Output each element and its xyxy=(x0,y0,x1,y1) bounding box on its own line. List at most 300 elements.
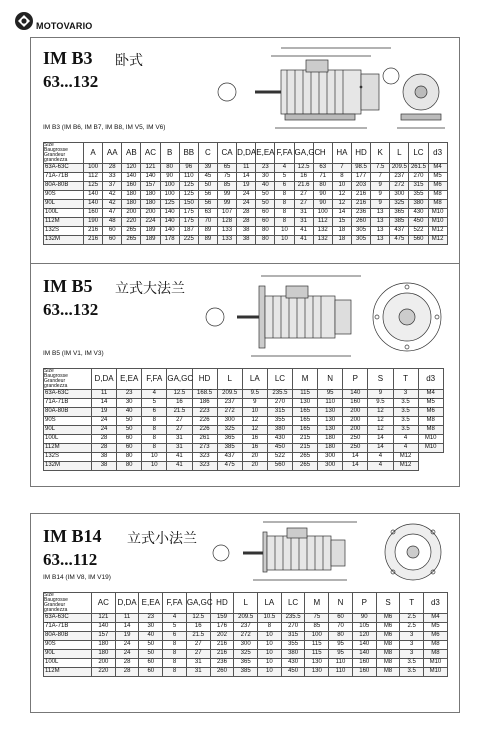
table-cell: 125 xyxy=(160,200,179,209)
table-row xyxy=(44,191,448,200)
table-cell: M10 xyxy=(424,659,448,668)
section-title: IM B3 xyxy=(43,48,93,68)
table-cell: 89 xyxy=(198,236,217,245)
table-cell: 203 xyxy=(351,182,370,191)
table-cell: 24 xyxy=(237,200,256,209)
table-cell: 20 xyxy=(242,462,267,471)
table-cell: 215 xyxy=(293,435,318,444)
table-cell: 38 xyxy=(237,236,256,245)
table-cell: 28 xyxy=(115,668,139,677)
table-cell: 209.5 xyxy=(217,390,242,399)
table-cell: 272 xyxy=(390,182,409,191)
table-cell: M4 xyxy=(418,390,443,399)
table-cell: 175 xyxy=(179,209,198,218)
column-header: T xyxy=(393,369,418,390)
table-cell: 41 xyxy=(294,236,313,245)
table-cell: 160 xyxy=(343,399,368,408)
size-cell: 112M xyxy=(44,668,92,677)
table-cell: 140 xyxy=(343,390,368,399)
brand-name: MOTOVARIO xyxy=(36,21,93,31)
column-header: LA xyxy=(258,593,282,614)
column-header: d3 xyxy=(418,369,443,390)
size-cell: 63A-63C xyxy=(44,614,92,623)
table-cell: 140 xyxy=(84,200,103,209)
table-cell: 355 xyxy=(267,417,292,426)
motor-flange-b5-drawing xyxy=(201,270,451,362)
table-cell: 31 xyxy=(186,668,210,677)
table-cell: 380 xyxy=(409,200,428,209)
table-cell: 28 xyxy=(237,218,256,227)
table-cell: 385 xyxy=(390,218,409,227)
table-cell: 31 xyxy=(294,218,313,227)
table-cell: 385 xyxy=(234,668,258,677)
table-cell: 40 xyxy=(139,632,163,641)
table-cell: 3 xyxy=(393,390,418,399)
table-cell: 60 xyxy=(103,236,122,245)
table-cell: 12 xyxy=(242,417,267,426)
section-title-cn: 立式大法兰 xyxy=(115,280,185,296)
table-cell: 250 xyxy=(343,435,368,444)
table-cell: 260 xyxy=(351,218,370,227)
table-cell: 30 xyxy=(256,173,275,182)
table-cell: 10 xyxy=(142,462,167,471)
motor-foot-mount-drawing xyxy=(211,42,451,136)
table-cell: 4 xyxy=(393,435,418,444)
table-cell: 3 xyxy=(400,641,424,650)
column-header: K xyxy=(371,143,390,164)
table-cell: 160 xyxy=(352,659,376,668)
column-header: d3 xyxy=(424,593,448,614)
table-cell: 9 xyxy=(371,200,390,209)
table-cell: 4 xyxy=(163,614,187,623)
table-row xyxy=(44,462,444,471)
table-cell: 27 xyxy=(294,191,313,200)
table-cell: 130 xyxy=(293,399,318,408)
table-cell: 237 xyxy=(234,623,258,632)
table-cell: 8 xyxy=(142,417,167,426)
table-cell: M8 xyxy=(424,641,448,650)
table-cell: 200 xyxy=(343,426,368,435)
table-cell: 325 xyxy=(234,650,258,659)
table-cell: 236 xyxy=(210,659,234,668)
table-cell: 42 xyxy=(103,191,122,200)
table-cell: 132 xyxy=(313,236,332,245)
table-cell: 3.5 xyxy=(393,417,418,426)
table-cell: 180 xyxy=(318,444,343,453)
column-header: LC xyxy=(281,593,305,614)
table-cell: 220 xyxy=(122,218,141,227)
column-header: P xyxy=(352,593,376,614)
size-cell: 71A-71B xyxy=(44,623,92,632)
table-cell: 20 xyxy=(242,453,267,462)
section-title: IM B14 xyxy=(43,526,102,546)
table-cell: 150 xyxy=(179,200,198,209)
table-cell: 14 xyxy=(115,623,139,632)
size-cell: 90L xyxy=(44,200,84,209)
table-cell: 80 xyxy=(329,632,353,641)
table-cell: 50 xyxy=(256,200,275,209)
table-cell: 450 xyxy=(409,218,428,227)
table-cell: 85 xyxy=(217,182,236,191)
table-cell: 140 xyxy=(352,650,376,659)
table-cell: 189 xyxy=(141,227,160,236)
column-header: BB xyxy=(179,143,198,164)
table-cell: 8 xyxy=(275,191,294,200)
table-cell: M10 xyxy=(418,435,443,444)
table-cell: 24 xyxy=(115,641,139,650)
table-cell: M8 xyxy=(428,200,447,209)
table-cell: 50 xyxy=(139,641,163,650)
table-cell: M6 xyxy=(428,182,447,191)
table-cell: 261.5 xyxy=(409,164,428,173)
table-cell: 178 xyxy=(160,236,179,245)
table-cell: 31 xyxy=(167,444,192,453)
table-cell: 140 xyxy=(160,218,179,227)
column-header: P xyxy=(343,369,368,390)
column-header: F,FA xyxy=(142,369,167,390)
column-header: L xyxy=(390,143,409,164)
table-row xyxy=(44,668,448,677)
table-cell: 120 xyxy=(352,632,376,641)
table-cell: 235.5 xyxy=(267,390,292,399)
table-cell: 100 xyxy=(160,191,179,200)
table-cell: 100 xyxy=(84,164,103,173)
table-row xyxy=(44,623,448,632)
table-cell: 40 xyxy=(117,408,142,417)
mounting-note: IM B3 (IM B6, IM B7, IM B8, IM V5, IM V6) xyxy=(43,124,166,131)
column-header: E,EA xyxy=(139,593,163,614)
size-cell: 132S xyxy=(44,227,84,236)
table-cell: 385 xyxy=(217,444,242,453)
table-cell: 8 xyxy=(332,173,351,182)
table-cell: 10 xyxy=(332,182,351,191)
table-cell: 11 xyxy=(92,390,117,399)
table-cell: 157 xyxy=(141,182,160,191)
table-cell: 325 xyxy=(217,426,242,435)
table-cell: 160 xyxy=(122,182,141,191)
table-cell: 125 xyxy=(84,182,103,191)
table-cell: 39 xyxy=(198,164,217,173)
size-cell: 90S xyxy=(44,417,92,426)
table-cell: 130 xyxy=(318,417,343,426)
table-cell: 10 xyxy=(258,650,282,659)
table-cell: 6 xyxy=(142,408,167,417)
table-cell: 63 xyxy=(198,209,217,218)
table-cell: 3.5 xyxy=(393,399,418,408)
table-cell: 30 xyxy=(117,399,142,408)
table-row xyxy=(44,426,444,435)
table-cell: 80 xyxy=(256,236,275,245)
table-cell: 323 xyxy=(192,453,217,462)
table-cell: 437 xyxy=(217,453,242,462)
table-cell: 60 xyxy=(117,444,142,453)
table-cell: 37 xyxy=(103,182,122,191)
table-cell: 5 xyxy=(275,173,294,182)
table-cell: 31 xyxy=(167,435,192,444)
table-cell: 265 xyxy=(293,462,318,471)
table-cell: 272 xyxy=(234,632,258,641)
mounting-note: IM B14 (IM V8, IM V19) xyxy=(43,574,111,581)
table-cell: 6 xyxy=(163,632,187,641)
column-header: AC xyxy=(92,593,116,614)
section-im-b3 xyxy=(30,37,460,289)
column-header: A xyxy=(84,143,103,164)
table-cell: 235.5 xyxy=(281,614,305,623)
table-cell: 216 xyxy=(351,200,370,209)
table-cell: M8 xyxy=(428,191,447,200)
table-cell: 80 xyxy=(117,462,142,471)
table-cell: 80 xyxy=(117,453,142,462)
table-row xyxy=(44,390,444,399)
column-header: LC xyxy=(267,369,292,390)
table-cell: 200 xyxy=(343,417,368,426)
table-row xyxy=(44,182,448,191)
table-cell: 261 xyxy=(192,435,217,444)
table-cell: 70 xyxy=(329,623,353,632)
table-cell: 2.5 xyxy=(400,623,424,632)
table-row xyxy=(44,632,448,641)
table-cell: 28 xyxy=(103,164,122,173)
table-cell: 180 xyxy=(92,650,116,659)
table-cell: 437 xyxy=(390,227,409,236)
table-cell: 355 xyxy=(281,641,305,650)
table-cell: 180 xyxy=(92,641,116,650)
size-cell: 90S xyxy=(44,641,92,650)
table-cell: 9 xyxy=(371,182,390,191)
table-cell: 23 xyxy=(117,390,142,399)
table-cell: 14 xyxy=(368,435,393,444)
table-row xyxy=(44,659,448,668)
table-cell: 27 xyxy=(167,426,192,435)
table-cell: 133 xyxy=(217,227,236,236)
table-cell: 50 xyxy=(256,191,275,200)
column-header: HD xyxy=(210,593,234,614)
dimension-table-im-b3 xyxy=(43,142,448,245)
table-cell: 28 xyxy=(92,444,117,453)
table-cell: 50 xyxy=(117,417,142,426)
table-cell: 14 xyxy=(237,173,256,182)
table-cell: 115 xyxy=(305,650,329,659)
column-header: LC xyxy=(409,143,428,164)
table-cell: 12.5 xyxy=(167,390,192,399)
table-cell: 50 xyxy=(139,650,163,659)
table-cell: 10 xyxy=(275,236,294,245)
table-cell: 209.5 xyxy=(234,614,258,623)
table-cell: 4 xyxy=(275,164,294,173)
table-cell: 4 xyxy=(368,462,393,471)
column-header: CA xyxy=(217,143,236,164)
column-header: E,EA xyxy=(256,143,275,164)
table-cell: 323 xyxy=(192,462,217,471)
column-header: S xyxy=(376,593,400,614)
table-cell: 15 xyxy=(332,218,351,227)
table-row xyxy=(44,209,448,218)
table-cell: 272 xyxy=(217,408,242,417)
table-row xyxy=(44,164,448,173)
table-cell: M6 xyxy=(376,623,400,632)
size-cell: 100L xyxy=(44,435,92,444)
table-cell: 13 xyxy=(371,236,390,245)
table-cell: 365 xyxy=(234,659,258,668)
table-cell: 3 xyxy=(400,650,424,659)
size-cell: 90S xyxy=(44,191,84,200)
table-cell: 38 xyxy=(92,453,117,462)
column-header: HD xyxy=(192,369,217,390)
table-cell: 140 xyxy=(352,641,376,650)
table-cell: 365 xyxy=(390,209,409,218)
column-header: S xyxy=(368,369,393,390)
table-cell: 10 xyxy=(242,408,267,417)
table-cell: 125 xyxy=(179,182,198,191)
table-cell: 12.5 xyxy=(186,614,210,623)
table-cell: 110 xyxy=(329,668,353,677)
table-cell: 190 xyxy=(84,218,103,227)
table-cell: 90 xyxy=(313,191,332,200)
table-cell: 12 xyxy=(332,191,351,200)
table-cell: 18 xyxy=(332,236,351,245)
table-cell: 220 xyxy=(92,668,116,677)
table-cell: 130 xyxy=(318,408,343,417)
column-header: B xyxy=(160,143,179,164)
section-title: IM B5 xyxy=(43,276,93,296)
table-cell: 13 xyxy=(371,218,390,227)
column-header: L xyxy=(234,593,258,614)
table-cell: M10 xyxy=(428,218,447,227)
table-cell: 175 xyxy=(179,218,198,227)
column-header: GA,GC xyxy=(186,593,210,614)
table-cell: 16 xyxy=(294,173,313,182)
column-header: HA xyxy=(332,143,351,164)
table-cell: 12 xyxy=(368,408,393,417)
table-cell: 56 xyxy=(198,200,217,209)
table-cell: 107 xyxy=(217,209,236,218)
table-cell: 8 xyxy=(142,426,167,435)
table-cell: 315 xyxy=(267,408,292,417)
table-cell: M6 xyxy=(376,632,400,641)
table-cell: 300 xyxy=(217,417,242,426)
table-cell: 89 xyxy=(198,227,217,236)
size-cell: 63A-63C xyxy=(44,390,92,399)
table-body xyxy=(44,164,448,245)
table-cell: 189 xyxy=(141,236,160,245)
size-column-header: Size Baugrosse Grandeur grandezza xyxy=(44,143,84,164)
section-title-cn: 卧式 xyxy=(115,52,143,68)
table-cell: 157 xyxy=(92,632,116,641)
table-cell: 9 xyxy=(368,390,393,399)
table-cell: 16 xyxy=(167,399,192,408)
table-cell: M8 xyxy=(376,650,400,659)
table-cell: 14 xyxy=(368,444,393,453)
table-cell: 11 xyxy=(115,614,139,623)
table-cell: 12.5 xyxy=(294,164,313,173)
table-cell: 3.5 xyxy=(400,668,424,677)
table-cell: M10 xyxy=(428,209,447,218)
table-cell: 315 xyxy=(281,632,305,641)
table-cell: 8 xyxy=(163,668,187,677)
table-cell: M6 xyxy=(376,614,400,623)
section-im-b5 xyxy=(30,263,460,487)
table-cell: 224 xyxy=(141,218,160,227)
table-cell: 200 xyxy=(92,659,116,668)
table-cell: 237 xyxy=(217,399,242,408)
table-cell: 380 xyxy=(267,426,292,435)
size-cell: 71A-71B xyxy=(44,173,84,182)
table-cell: 14 xyxy=(343,462,368,471)
size-cell: 132M xyxy=(44,462,92,471)
table-cell: 300 xyxy=(318,462,343,471)
table-row xyxy=(44,227,448,236)
table-cell: 41 xyxy=(294,227,313,236)
table-cell: 14 xyxy=(343,453,368,462)
table-cell: 24 xyxy=(115,650,139,659)
column-header: H xyxy=(313,143,332,164)
table-cell: 115 xyxy=(293,390,318,399)
table-body xyxy=(44,614,448,677)
table-cell: 90 xyxy=(352,614,376,623)
table-cell: 10 xyxy=(142,453,167,462)
table-cell: 165 xyxy=(293,417,318,426)
table-cell: 71 xyxy=(313,173,332,182)
table-cell: 13 xyxy=(371,227,390,236)
table-row xyxy=(44,650,448,659)
table-cell: 165 xyxy=(293,408,318,417)
table-cell: 24 xyxy=(92,426,117,435)
table-cell: 130 xyxy=(305,659,329,668)
table-cell: 168.5 xyxy=(192,390,217,399)
column-header: D,DA xyxy=(92,369,117,390)
table-cell: 130 xyxy=(318,426,343,435)
table-cell: M8 xyxy=(376,641,400,650)
table-cell: 3.5 xyxy=(393,426,418,435)
table-cell: 180 xyxy=(122,200,141,209)
table-cell: 38 xyxy=(237,227,256,236)
table-cell: 100 xyxy=(313,209,332,218)
column-header: AC xyxy=(141,143,160,164)
table-cell: 270 xyxy=(267,399,292,408)
table-cell: 105 xyxy=(352,623,376,632)
table-cell: 202 xyxy=(210,632,234,641)
column-header: D,DA xyxy=(115,593,139,614)
table-cell: 8 xyxy=(275,218,294,227)
table-cell: 42 xyxy=(103,200,122,209)
table-cell: 48 xyxy=(103,218,122,227)
table-cell: M12 xyxy=(428,227,447,236)
table-cell: 365 xyxy=(217,435,242,444)
table-cell: 60 xyxy=(139,668,163,677)
table-cell: 63 xyxy=(313,164,332,173)
table-row xyxy=(44,173,448,182)
table-cell: 33 xyxy=(103,173,122,182)
table-cell: 80 xyxy=(313,182,332,191)
table-cell: 21.5 xyxy=(167,408,192,417)
table-cell: 95 xyxy=(329,641,353,650)
table-cell: M10 xyxy=(418,444,443,453)
section-range: 63...112 xyxy=(43,550,98,569)
size-cell: 90L xyxy=(44,650,92,659)
table-cell: 19 xyxy=(237,182,256,191)
table-cell: 60 xyxy=(117,435,142,444)
table-cell: 237 xyxy=(390,173,409,182)
table-cell: 180 xyxy=(141,200,160,209)
section-title-cn: 立式小法兰 xyxy=(127,530,197,546)
table-cell: M12 xyxy=(428,236,447,245)
table-cell: 140 xyxy=(122,173,141,182)
table-row xyxy=(44,614,448,623)
table-cell: 265 xyxy=(293,453,318,462)
table-cell: 300 xyxy=(234,641,258,650)
column-header: GA,GC xyxy=(294,143,313,164)
table-cell: 273 xyxy=(192,444,217,453)
